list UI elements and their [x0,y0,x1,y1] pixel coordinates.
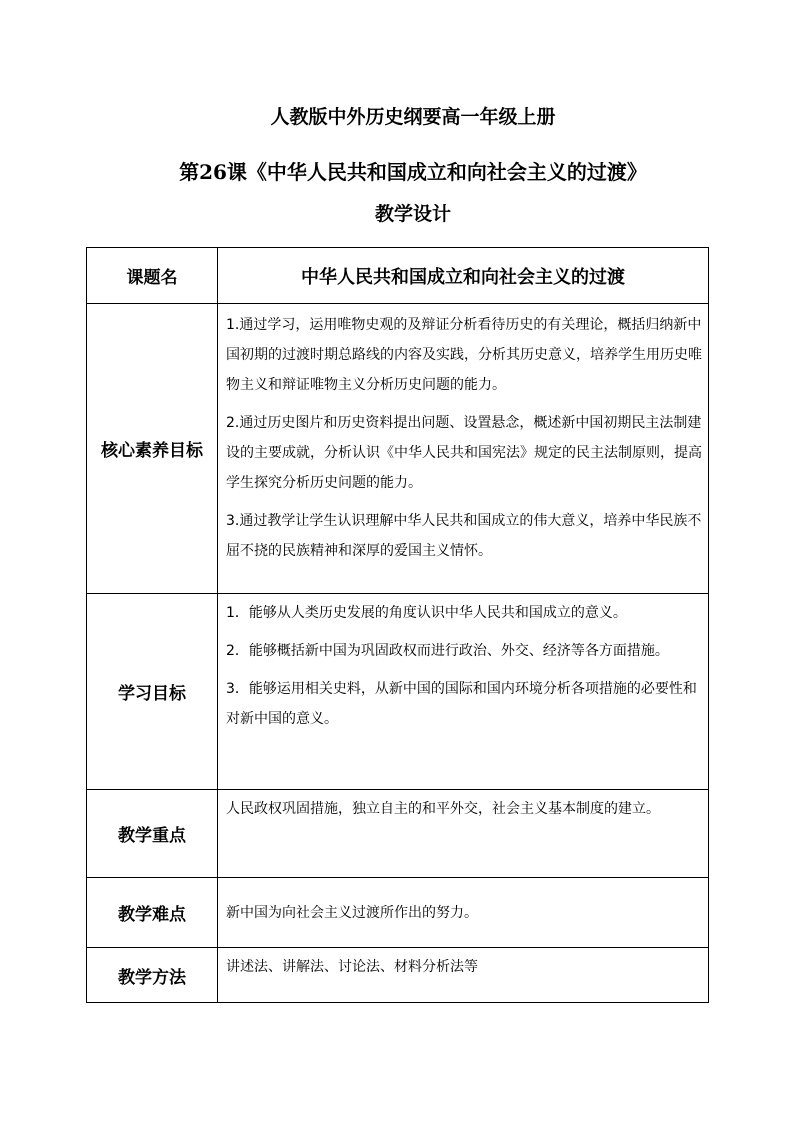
lesson-title: 第26课《中华人民共和国成立和向社会主义的过渡》 [179,160,647,184]
methods-label: 教学方法 [87,948,218,1003]
lesson-plan-table [86,247,709,1003]
table-row-methods [87,948,709,1003]
learning-goals-content [218,594,709,790]
table-row-learning-goals [87,594,709,790]
table-row-difficulties [87,878,709,948]
key-points-label: 教学重点 [87,790,218,878]
document-title: 人教版中外历史纲要高一年级上册 [270,106,556,128]
methods-content: 讲述法、讲解法、讨论法、材料分析法等 [218,948,709,1003]
table-row-topic [87,248,709,304]
topic-value: 中华人民共和国成立和向社会主义的过渡 [218,248,709,304]
core-goals-label: 核心素养目标 [87,304,218,594]
core-goal-item: 2.通过历史图片和历史资料提出问题、设置悬念，概述新中国初期民主法制建设的主要成就，分析认识《中华人民共和国宪法》规定的民主法制原则，提高学生探究分析历史问题的能力。 [226,415,702,491]
table-row-core-goals [87,304,709,594]
learning-goal-item: 3．能够运用相关史料，从新中国的国际和国内环境分析各项措施的必要性和对新中国的意义。 [226,681,697,727]
topic-label: 课题名 [87,248,218,304]
core-goals-content [218,304,709,594]
table-row-key-points [87,790,709,878]
difficulties-label: 教学难点 [87,878,218,948]
learning-goal-item: 1．能够从人类历史发展的角度认识中华人民共和国成立的意义。 [226,605,627,621]
document-subtitle: 教学设计 [374,203,451,225]
key-points-content: 人民政权巩固措施，独立自主的和平外交，社会主义基本制度的建立。 [218,790,709,878]
learning-goal-item: 2．能够概括新中国为巩固政权而进行政治、外交、经济等各方面措施。 [226,643,669,659]
core-goal-item: 3.通过教学让学生认识理解中华人民共和国成立的伟大意义，培养中华民族不屈不挠的民族精神和深厚的爱国主义情怀。 [226,513,702,559]
learning-goals-label: 学习目标 [87,594,218,790]
difficulties-content: 新中国为向社会主义过渡所作出的努力。 [218,878,709,948]
core-goal-item: 1.通过学习，运用唯物史观的及辩证分析看待历史的有关理论，概括归纳新中国初期的过渡时期总路线的内容及实践，分析其历史意义，培养学生用历史唯物主义和辩证唯物主义分析历史问题的能力。 [226,317,702,393]
